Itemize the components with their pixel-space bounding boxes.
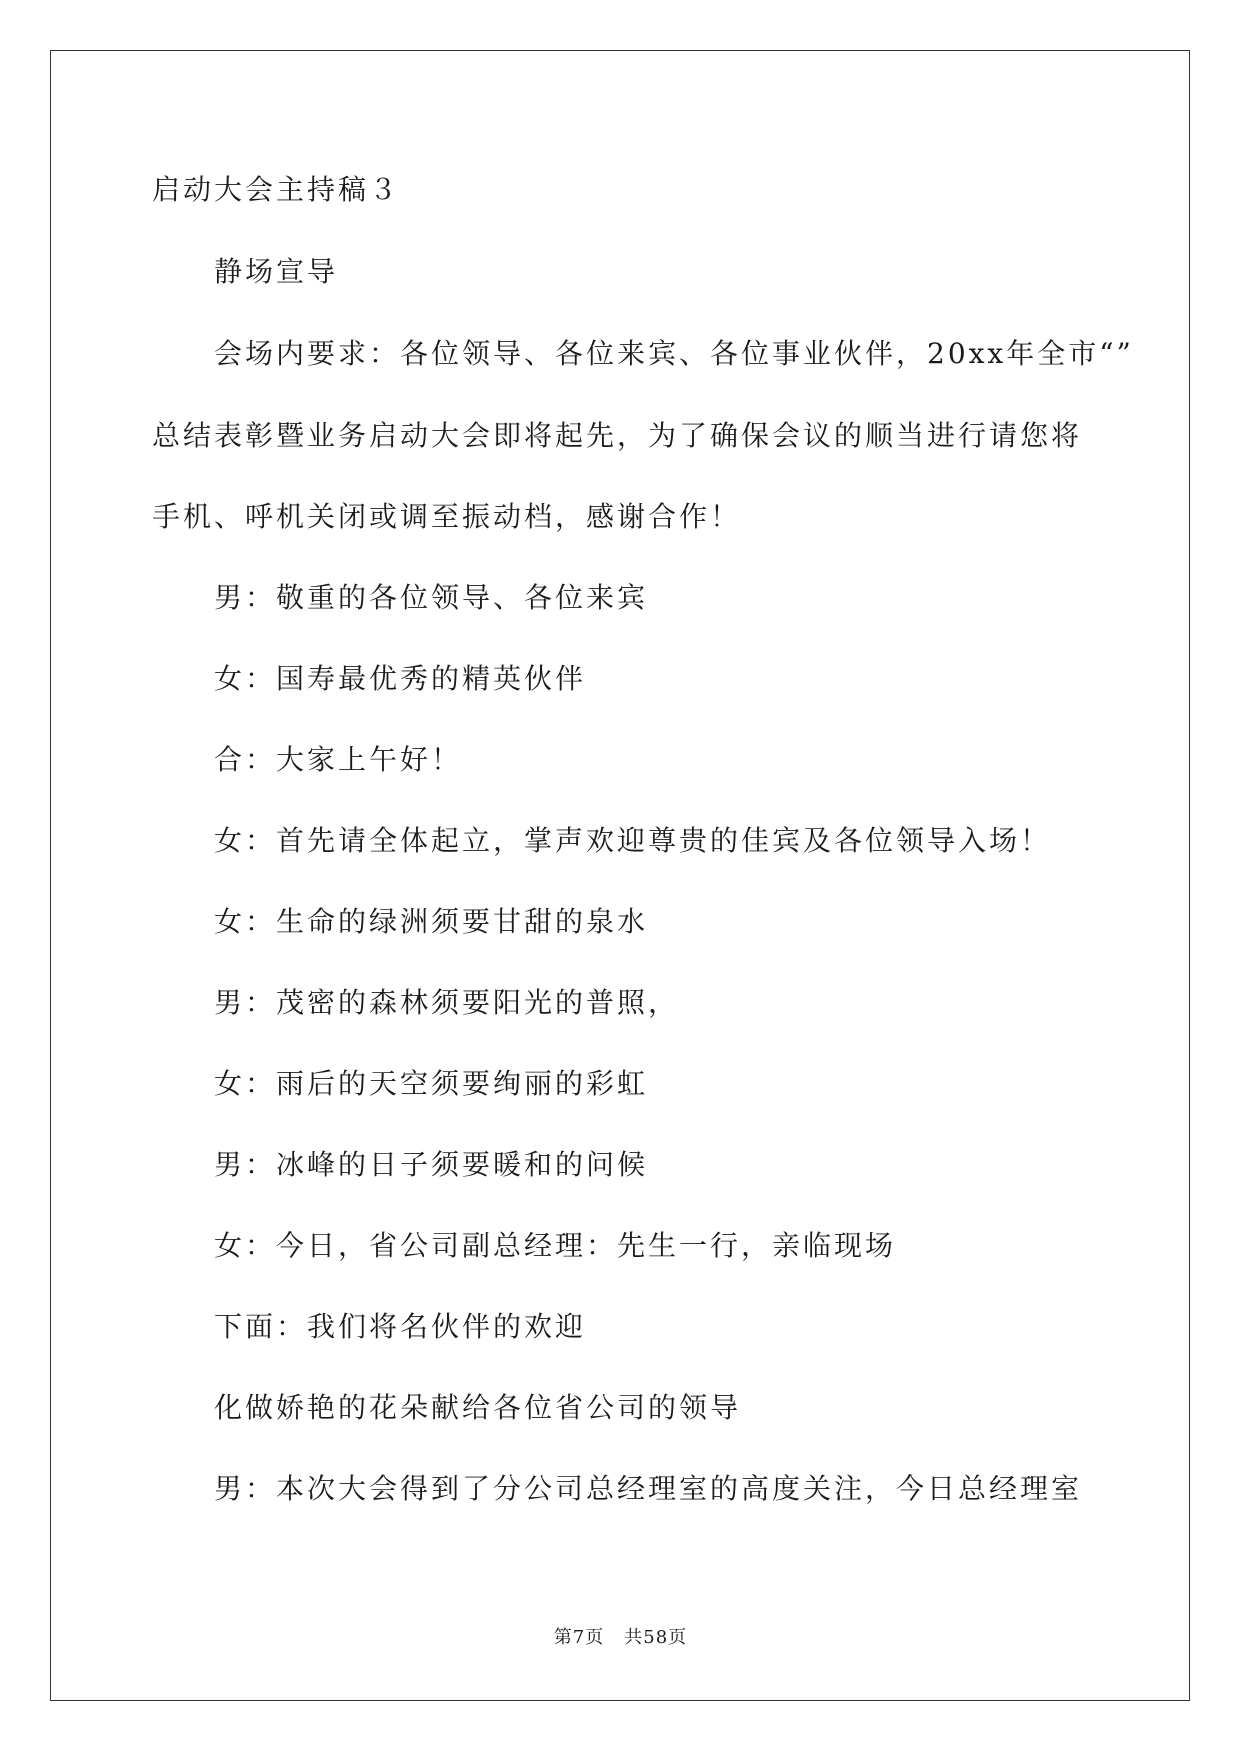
paragraph-line: 女：今日，省公司副总经理：先生一行，亲临现场 [214, 1229, 897, 1262]
paragraph-line: 手机、呼机关闭或调至振动档，感谢合作！ [152, 500, 742, 533]
paragraph-line: 男：本次大会得到了分公司总经理室的高度关注，今日总经理室 [214, 1472, 1083, 1505]
paragraph-line: 女：首先请全体起立，掌声欢迎尊贵的佳宾及各位领导入场！ [214, 824, 1052, 857]
paragraph-line: 女：雨后的天空须要绚丽的彩虹 [214, 1067, 649, 1100]
page-total: 共58页 [624, 1627, 688, 1648]
paragraph-line: 化做娇艳的花朵献给各位省公司的领导 [214, 1391, 742, 1424]
paragraph-line: 总结表彰暨业务启动大会即将起先，为了确保会议的顺当进行请您将 [152, 419, 1083, 452]
paragraph-line: 下面：我们将名伙伴的欢迎 [214, 1310, 587, 1343]
page-footer [0, 1626, 1241, 1650]
paragraph-line: 男：茂密的森林须要阳光的普照， [214, 986, 680, 1019]
paragraph-line: 女：国寿最优秀的精英伙伴 [214, 662, 587, 695]
page-number: 第7页 [553, 1627, 605, 1648]
paragraph-line: 男：冰峰的日子须要暖和的问候 [214, 1148, 649, 1181]
paragraph-line: 静场宣导 [214, 255, 339, 288]
paragraph-line: 会场内要求：各位领导、各位来宾、各位事业伙伴，20xx年全市“” [214, 337, 1134, 370]
paragraph-line: 男：敬重的各位领导、各位来宾 [214, 581, 649, 614]
paragraph-line: 合：大家上午好！ [214, 743, 463, 776]
paragraph-line: 女：生命的绿洲须要甘甜的泉水 [214, 905, 649, 938]
document-title: 启动大会主持稿３ [152, 173, 401, 206]
page-border [50, 50, 1190, 1701]
